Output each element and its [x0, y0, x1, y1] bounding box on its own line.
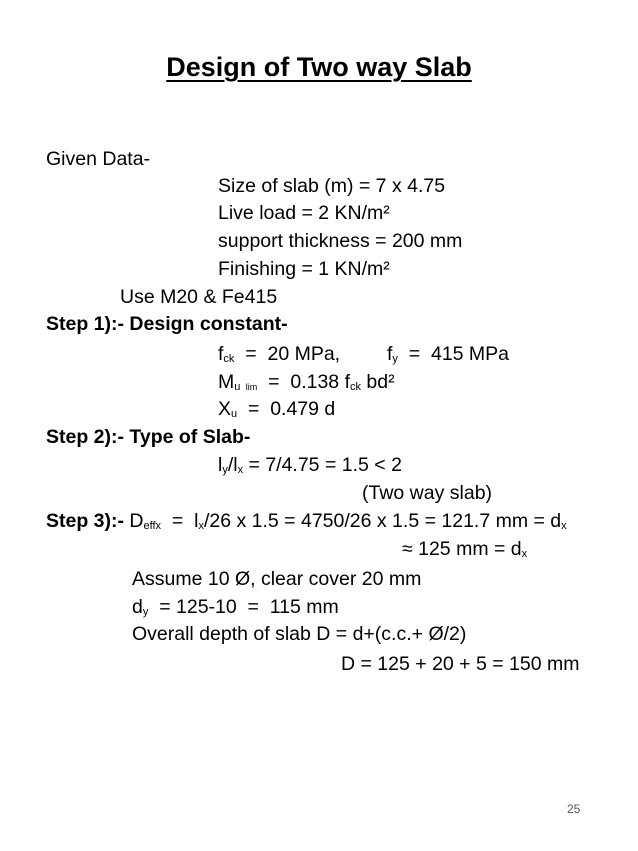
step2-heading: Step 2):- Type of Slab- — [46, 426, 251, 448]
live-load-line: Live load = 2 KN/m² — [218, 202, 390, 224]
given-data-heading: Given Data- — [46, 148, 151, 170]
final-depth-line: D = 125 + 20 + 5 = 150 mm — [341, 653, 580, 675]
finishing-line: Finishing = 1 KN/m² — [218, 258, 390, 280]
step1-heading: Step 1):- Design constant- — [46, 313, 288, 335]
two-way-result: (Two way slab) — [362, 482, 493, 504]
deff-line: Step 3):- $D_{effx} = l_x/26$ x 1.5 = 4750/26 x 1.5 = 121.7 mm = $d_x$ — [46, 510, 567, 532]
materials-line: Use M20 & Fe415 — [120, 286, 278, 308]
slab-size-line: Size of slab (m) = 7 x 4.75 — [218, 175, 446, 197]
xu-line: $X_u = 0.479$ d — [218, 398, 336, 420]
overall-depth-line: Overall depth of slab D = d+(c.c.+ Ø/2) — [132, 623, 467, 645]
assume-line: Assume 10 Ø, clear cover 20 mm — [132, 568, 422, 590]
page-title: Design of Two way Slab — [166, 52, 472, 82]
support-thickness-line: support thickness = 200 mm — [218, 230, 463, 252]
fy-line: $f_y = 415$ MPa — [387, 343, 510, 365]
page-number: 25 — [567, 802, 581, 816]
mu-lim-line: $M_u$ $_{lim}$ = 0.138 $f_{ck}$ bd² — [218, 371, 395, 393]
ratio-line: $l_y/l_x = 7/4.75 = 1.5 < 2$ — [218, 454, 402, 476]
fck-line: $f_{ck} = 20$ MPa, — [218, 343, 341, 365]
dy-line: $d_y = 125-10 = 115$ mm — [132, 596, 339, 618]
approx-line: ≈ 125 mm = $d_x$ — [402, 538, 528, 560]
